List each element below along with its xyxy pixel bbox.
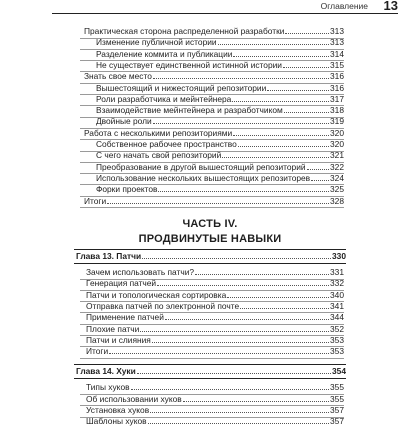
toc-entry-page: 340 bbox=[330, 289, 344, 300]
toc-entry-title: Патчи и топологическая сортировка bbox=[86, 289, 227, 300]
dot-leader bbox=[153, 123, 329, 124]
toc-entry[interactable] bbox=[96, 36, 344, 48]
toc-entry-title: Практическая сторона распределенной разработки bbox=[84, 26, 285, 36]
toc-entry-title: Знать свое место bbox=[84, 71, 152, 82]
toc-entry-page: 332 bbox=[330, 278, 344, 289]
toc-entry[interactable] bbox=[84, 25, 344, 37]
toc-entry-title: Итоги bbox=[84, 195, 107, 206]
toc-entry-page: 353 bbox=[330, 334, 344, 345]
toc-entry[interactable] bbox=[96, 115, 344, 127]
dot-leader bbox=[152, 342, 329, 343]
toc-entry[interactable] bbox=[96, 104, 344, 116]
toc-entry-page: 331 bbox=[330, 267, 344, 277]
toc-entry-title: Глава 13. Патчи bbox=[76, 251, 142, 261]
toc-entry[interactable] bbox=[86, 345, 344, 357]
dot-leader bbox=[183, 401, 329, 402]
toc-entry[interactable] bbox=[86, 266, 344, 278]
dot-leader bbox=[157, 285, 329, 286]
toc-entry-title: Вышестоящий и нижестоящий репозитории bbox=[96, 82, 267, 93]
toc-entry-title: Использование нескольких вышестоящих репозиторев bbox=[96, 172, 311, 183]
toc-entry-title: Плохие патчи bbox=[86, 323, 140, 334]
toc-entry[interactable] bbox=[86, 334, 344, 346]
toc-entry-title: Патчи и слияния bbox=[86, 334, 151, 345]
toc-entry-page: 316 bbox=[330, 71, 344, 82]
toc-entry[interactable] bbox=[86, 381, 344, 393]
toc-entry[interactable] bbox=[96, 93, 344, 105]
toc-entry-page: 355 bbox=[330, 393, 344, 404]
toc-entry-title: Взаимодействие мейнтейнера и разработчиком bbox=[96, 105, 283, 116]
dot-leader bbox=[240, 308, 329, 309]
dot-leader bbox=[267, 90, 329, 91]
part-title: ПРОДВИНУТЫЕ НАВЫКИ bbox=[138, 233, 282, 245]
toc-entry-page: 324 bbox=[330, 172, 344, 183]
dot-leader bbox=[109, 353, 329, 354]
toc-chapter-row[interactable] bbox=[76, 250, 346, 262]
toc-entry-title: Форки проектов bbox=[96, 184, 158, 195]
dot-leader bbox=[232, 101, 329, 102]
toc-entry-page: 319 bbox=[330, 116, 344, 127]
toc-entry-page: 322 bbox=[330, 161, 344, 172]
running-head bbox=[0, 0, 420, 18]
toc-entry-title: Работа с несколькими репозиториями bbox=[84, 127, 233, 138]
dot-leader bbox=[284, 112, 329, 113]
dot-leader bbox=[150, 412, 329, 413]
toc-entry-page: 315 bbox=[330, 59, 344, 70]
toc-entry-title: Глава 14. Хуки bbox=[76, 366, 136, 377]
toc-entry[interactable] bbox=[86, 404, 344, 416]
toc-entry[interactable] bbox=[96, 138, 344, 150]
toc-entry-page: 325 bbox=[330, 184, 344, 195]
toc-entry-title: Отправка патчей по электронной почте bbox=[86, 300, 240, 311]
toc-entry[interactable] bbox=[84, 195, 344, 207]
dot-leader bbox=[142, 258, 331, 259]
toc-entry[interactable] bbox=[84, 70, 344, 82]
toc-chapter-row[interactable] bbox=[76, 365, 346, 377]
dot-leader bbox=[140, 331, 329, 332]
toc-entry-page: 354 bbox=[332, 366, 346, 377]
toc-entry[interactable] bbox=[86, 393, 344, 405]
toc-entry-title: Установка хуков bbox=[86, 405, 150, 415]
dot-leader bbox=[283, 67, 329, 68]
row-divider bbox=[80, 207, 344, 208]
toc-entry[interactable] bbox=[96, 172, 344, 184]
toc-entry-page: 355 bbox=[330, 382, 344, 393]
toc-entry-title: Собственное рабочее пространство bbox=[96, 139, 237, 149]
toc-entry[interactable] bbox=[86, 311, 344, 323]
dot-leader bbox=[285, 33, 329, 34]
toc-entry-title: Зачем использовать патчи? bbox=[86, 267, 195, 277]
toc-entry-page: 341 bbox=[330, 300, 344, 311]
toc-entry-page: 357 bbox=[330, 405, 344, 415]
toc-entry[interactable] bbox=[96, 48, 344, 60]
toc-entry[interactable] bbox=[86, 277, 344, 289]
dot-leader bbox=[311, 180, 329, 181]
toc-entry-page: 321 bbox=[330, 150, 344, 161]
dot-leader bbox=[222, 157, 329, 158]
part-number: ЧАСТЬ IV. bbox=[182, 218, 238, 230]
toc-entry[interactable] bbox=[86, 323, 344, 335]
toc-entry-title: С чего начать свой репозиторий bbox=[96, 150, 222, 161]
toc-entry[interactable] bbox=[96, 59, 344, 71]
toc-entry-page: 357 bbox=[330, 416, 344, 427]
toc-entry[interactable] bbox=[96, 183, 344, 195]
row-divider bbox=[74, 378, 346, 379]
dot-leader bbox=[158, 191, 329, 192]
toc-entry-title: Роли разработчика и мейнтейнера bbox=[96, 93, 232, 104]
toc-entry[interactable] bbox=[86, 415, 344, 427]
page-number: 13 bbox=[383, 0, 398, 13]
running-head-title: Оглавление bbox=[320, 1, 368, 11]
toc-entry-page: 344 bbox=[330, 312, 344, 323]
toc-entry[interactable] bbox=[86, 289, 344, 301]
toc-entry-title: Итоги bbox=[86, 346, 109, 357]
toc-entry-title: Не существует единственной истинной истории bbox=[96, 59, 282, 70]
toc-entry-page: 313 bbox=[330, 26, 344, 36]
toc-entry-title: Генерация патчей bbox=[86, 278, 157, 289]
toc-entry-title: Разделение коммита и публикации bbox=[96, 48, 233, 59]
toc-entry-page: 352 bbox=[330, 323, 344, 334]
toc-entry-page: 330 bbox=[332, 251, 346, 261]
toc-entry[interactable] bbox=[84, 127, 344, 139]
dot-leader bbox=[307, 169, 329, 170]
dot-leader bbox=[238, 146, 329, 147]
dot-leader bbox=[165, 319, 329, 320]
toc-entry[interactable] bbox=[96, 149, 344, 161]
toc-entry-title: Двойные роли bbox=[96, 116, 152, 127]
toc-entry-page: 328 bbox=[330, 195, 344, 206]
toc-entry-page: 313 bbox=[330, 37, 344, 48]
toc-entry-page: 314 bbox=[330, 48, 344, 59]
toc-entry-title: Применение патчей bbox=[86, 312, 164, 323]
toc-entry-page: 317 bbox=[330, 93, 344, 104]
row-divider bbox=[74, 263, 346, 264]
toc-entry-page: 320 bbox=[330, 127, 344, 138]
toc-entry-title: Изменение публичной истории bbox=[96, 37, 217, 48]
toc-entry[interactable] bbox=[86, 300, 344, 312]
toc-entry-title: Преобразование в другой вышестоящий репозиторий bbox=[96, 161, 306, 172]
toc-entry[interactable] bbox=[96, 161, 344, 173]
dot-leader bbox=[107, 203, 329, 204]
dot-leader bbox=[131, 389, 329, 390]
toc-entry-title: Об использовании хуков bbox=[86, 393, 182, 404]
toc-entry-title: Типы хуков bbox=[86, 382, 130, 393]
dot-leader bbox=[227, 297, 329, 298]
dot-leader bbox=[195, 274, 329, 275]
toc-entry-page: 353 bbox=[330, 346, 344, 357]
toc-entry-page: 320 bbox=[330, 139, 344, 149]
dot-leader bbox=[153, 78, 329, 79]
dot-leader bbox=[137, 373, 331, 374]
toc-entry[interactable] bbox=[96, 82, 344, 94]
dot-leader bbox=[218, 44, 329, 45]
toc-entry-page: 318 bbox=[330, 105, 344, 116]
dot-leader bbox=[148, 423, 329, 424]
dot-leader bbox=[233, 56, 329, 57]
header-rule bbox=[52, 13, 398, 14]
toc-entry-page: 316 bbox=[330, 82, 344, 93]
row-divider bbox=[80, 358, 344, 359]
toc-entry-title: Шаблоны хуков bbox=[86, 416, 147, 427]
dot-leader bbox=[233, 135, 329, 136]
